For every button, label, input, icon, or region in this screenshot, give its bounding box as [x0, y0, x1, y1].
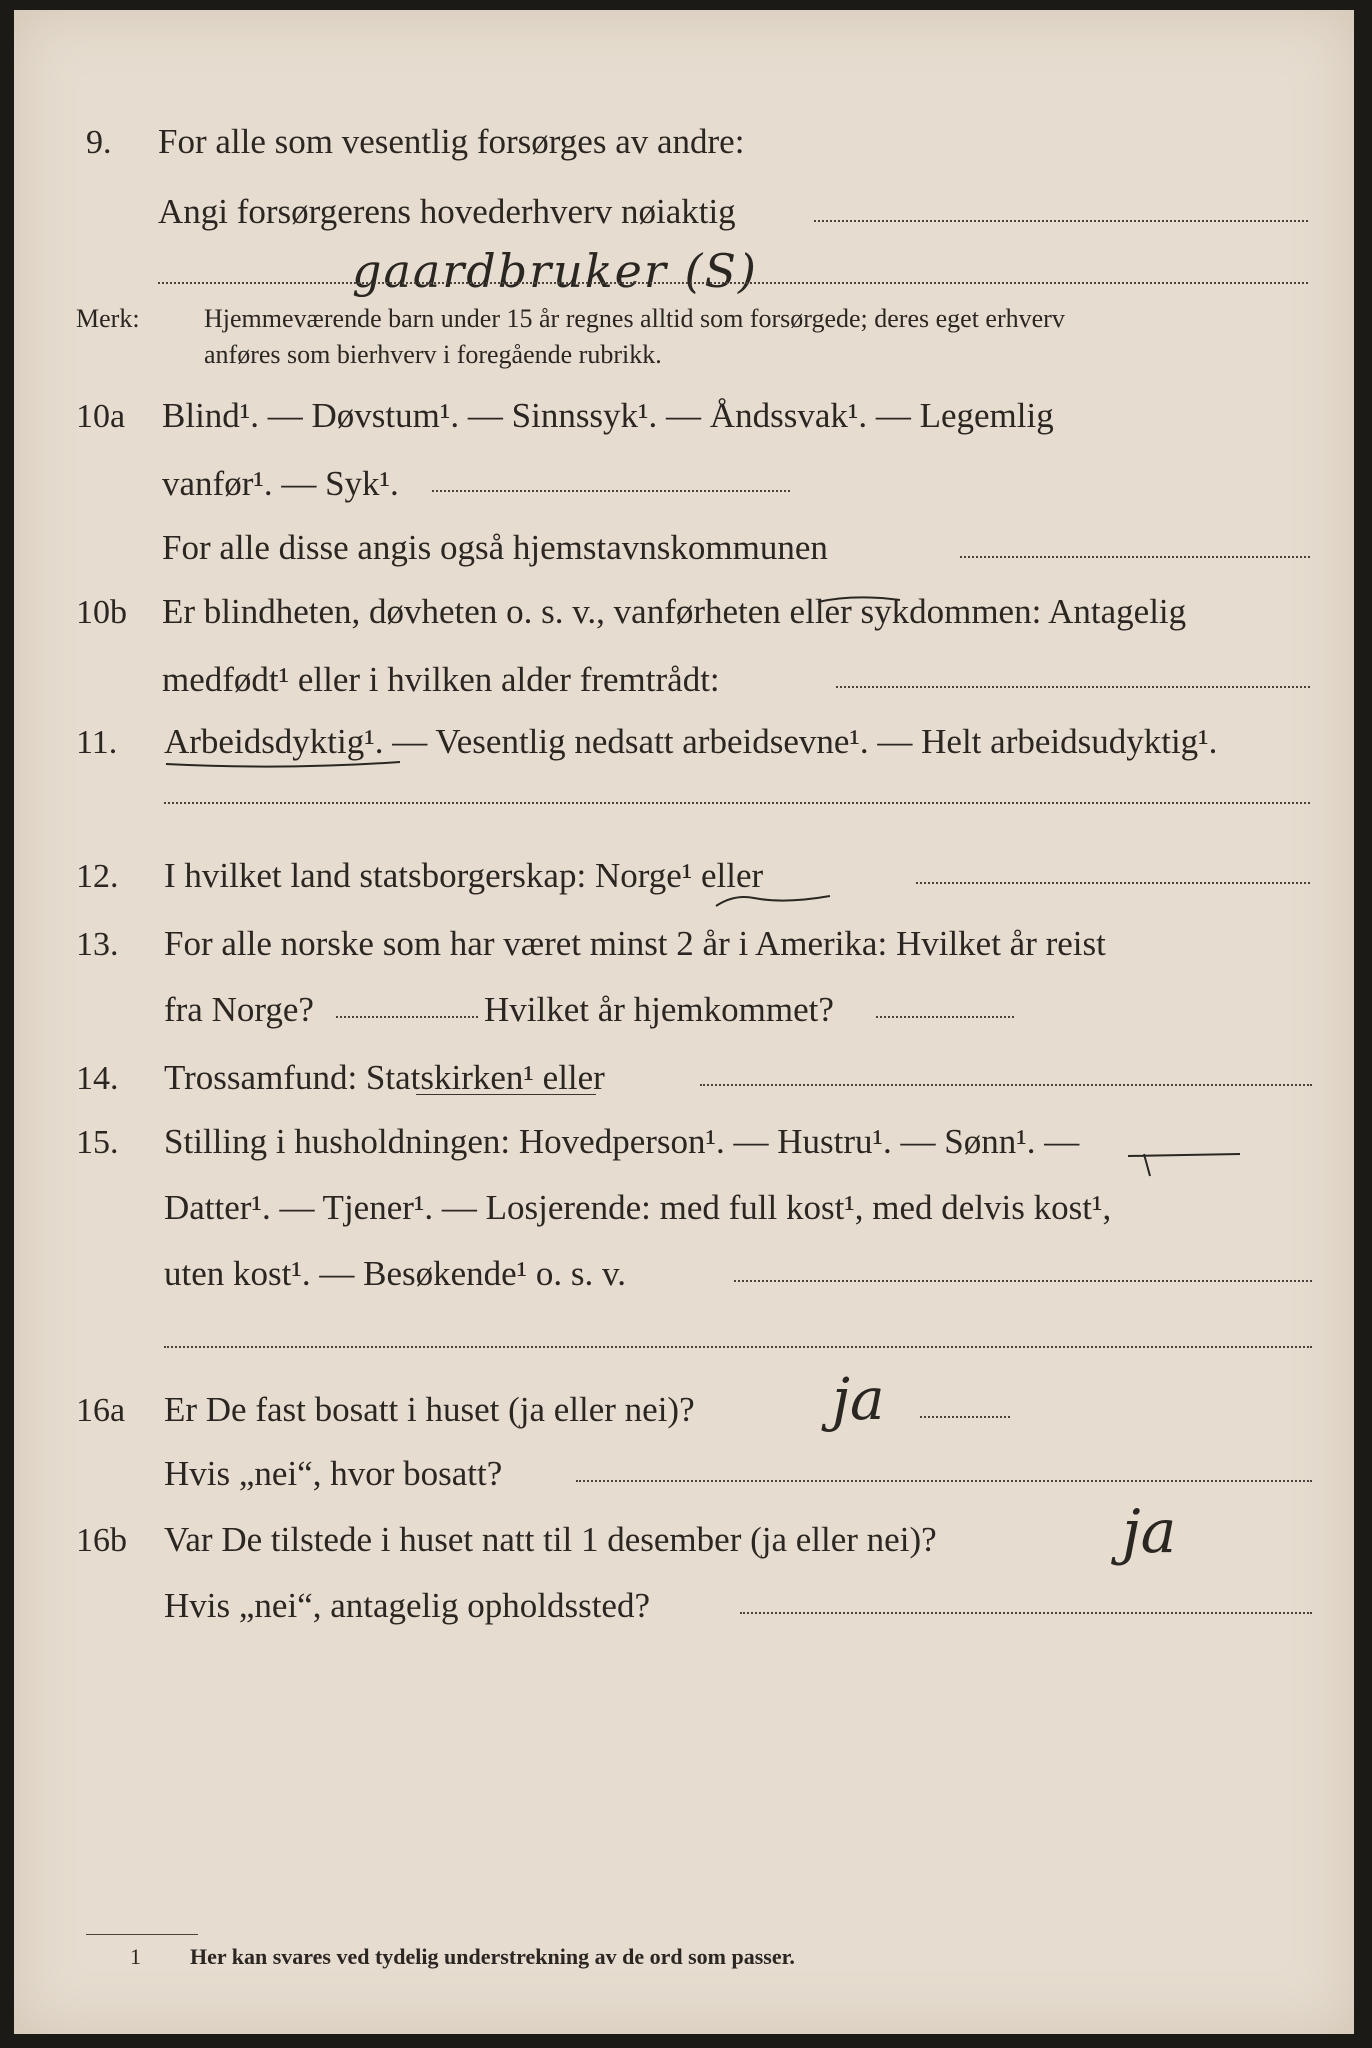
- q11-line1: Arbeidsdyktig¹. — Vesentlig nedsatt arbeidsevne¹. — Helt arbeidsudyktig¹.: [164, 722, 1218, 761]
- q12-handwritten-underline: [714, 890, 834, 914]
- q13-line2a: fra Norge?: [164, 990, 314, 1029]
- q10a-line2: vanfør¹. — Syk¹.: [162, 464, 399, 503]
- q10b-handwritten-strike: [814, 592, 904, 622]
- footnote-rule: [86, 1934, 198, 1935]
- q10a-number: 10a: [76, 398, 126, 435]
- q10a-fill-line-2: [960, 556, 1310, 558]
- q10a-fill-line-1: [432, 490, 790, 492]
- q13-number: 13.: [76, 926, 119, 963]
- q9-line1: For alle som vesentlig forsørges av andre:: [158, 122, 745, 161]
- q9-handwritten-answer: gaardbruker (S): [352, 244, 758, 298]
- merk-line2: anføres som bierhverv i foregående rubrikk.: [204, 340, 662, 369]
- q10b-fill-line: [836, 686, 1310, 688]
- footnote-text: Her kan svares ved tydelig understrekning av de ord som passer.: [190, 1944, 795, 1969]
- q14-number: 14.: [76, 1060, 119, 1097]
- q13-fill-line-2: [876, 1016, 1014, 1018]
- q11-handwritten-underline: [164, 758, 404, 774]
- q9-number: 9.: [86, 124, 112, 161]
- q16b-number: 16b: [76, 1522, 127, 1559]
- q14-fill-line: [700, 1084, 1312, 1086]
- q12-fill-line: [916, 882, 1310, 884]
- q11-fill-line: [164, 802, 1310, 804]
- q15-handwritten-mark: [1124, 1148, 1244, 1178]
- q10a-line1: Blind¹. — Døvstum¹. — Sinnssyk¹. — Åndssvak¹. — Legemlig: [162, 396, 1054, 435]
- q13-line2b: Hvilket år hjemkommet?: [484, 990, 834, 1029]
- q16b-fill-line: [740, 1612, 1312, 1614]
- q15-line1: Stilling i husholdningen: Hovedperson¹. — Hustru¹. — Sønn¹. —: [164, 1122, 1080, 1161]
- footnote-marker: 1: [130, 1944, 141, 1969]
- q9-fill-line-1: [814, 220, 1308, 222]
- census-form-page: [14, 10, 1354, 2034]
- q15-number: 15.: [76, 1124, 119, 1161]
- q15-line2: Datter¹. — Tjener¹. — Losjerende: med full kost¹, med delvis kost¹,: [164, 1188, 1112, 1227]
- q15-line3: uten kost¹. — Besøkende¹ o. s. v.: [164, 1254, 627, 1293]
- q15-fill-line-2: [164, 1346, 1312, 1348]
- q9-fill-line-2: [158, 282, 1308, 284]
- q14-handwritten-underline: [416, 1094, 596, 1095]
- q12-number: 12.: [76, 858, 119, 895]
- merk-line1: Hjemmeværende barn under 15 år regnes alltid som forsørgede; deres eget erhverv: [204, 304, 1065, 333]
- q12-line1: I hvilket land statsborgerskap: Norge¹ eller: [164, 856, 764, 895]
- q16a-line2: Hvis „nei“, hvor bosatt?: [164, 1454, 503, 1493]
- q16a-line1: Er De fast bosatt i huset (ja eller nei)?: [164, 1390, 695, 1429]
- q16b-handwritten-answer: ja: [1122, 1497, 1177, 1567]
- q16b-line1: Var De tilstede i huset natt til 1 desember (ja eller nei)?: [164, 1520, 937, 1559]
- q16a-number: 16a: [76, 1392, 126, 1429]
- q10b-number: 10b: [76, 594, 127, 631]
- q15-fill-line-1: [734, 1280, 1312, 1282]
- q11-number: 11.: [76, 724, 118, 761]
- q14-line1: Trossamfund: Statskirken¹ eller: [164, 1058, 605, 1097]
- q10b-line1: Er blindheten, døvheten o. s. v., vanførheten eller sykdommen: Antagelig: [162, 592, 1187, 631]
- merk-label: Merk:: [76, 304, 140, 333]
- q16a-fill-line-1: [920, 1416, 1010, 1418]
- q16a-handwritten-answer: ja: [832, 1365, 885, 1433]
- q9-line2: Angi forsørgerens hovederhverv nøiaktig: [158, 192, 736, 231]
- q16a-fill-line-2: [576, 1480, 1312, 1482]
- q16b-line2: Hvis „nei“, antagelig opholdssted?: [164, 1586, 650, 1625]
- q10b-line2: medfødt¹ eller i hvilken alder fremtrådt:: [162, 660, 720, 699]
- q10a-line3: For alle disse angis også hjemstavnskommunen: [162, 528, 828, 567]
- q13-line1: For alle norske som har været minst 2 år i Amerika: Hvilket år reist: [164, 924, 1106, 963]
- q13-fill-line-1: [336, 1016, 478, 1018]
